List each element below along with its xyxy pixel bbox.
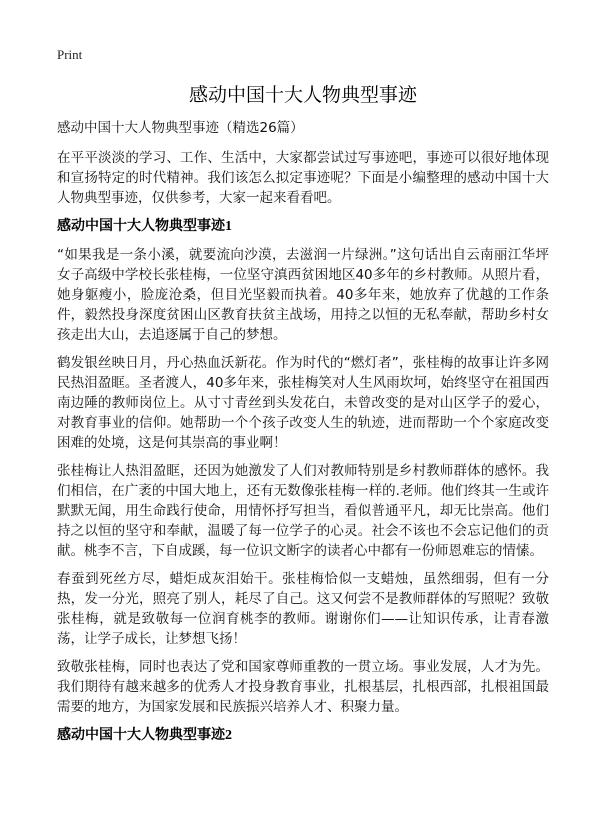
body-paragraph: 张桂梅让人热泪盈眶，还因为她激发了人们对教师特别是乡村教师群体的感怀。我们相信，在广袤的中国大地上，还有无数像张桂梅一样的.老师。他们终其一生或许默默无闻，用生命践行使命，用情怀抒写担当，看似普通平凡，却无比崇高。他们持之以恒的坚守和奉献，温暖了每一位学子的心灵。社会不该也不会忘记他们的贡献。桃李不言，下自成蹊，每一位识文断字的读者心中都有一份师恩难忘的情愫。 xyxy=(57,463,549,559)
section-number: 1 xyxy=(225,219,232,234)
body-paragraph: 致敬张桂梅，同时也表达了党和国家尊师重教的一贯立场。事业发展，人才为先。我们期待有越来越多的优秀人才投身教育事业，扎根基层，扎根西部，扎根祖国最需要的地方，为国家发展和民族振兴培养人才、积聚力量。 xyxy=(57,659,549,715)
document-page xyxy=(57,46,549,754)
section-heading-1 xyxy=(57,216,549,237)
document-subtitle: 感动中国十大人物典型事迹（精选26篇） xyxy=(57,120,304,136)
section-heading-2 xyxy=(57,725,549,746)
body-paragraph: “如果我是一条小溪，就要流向沙漠，去滋润一片绿洲。”这句话出自云南丽江华坪女子高级中学校长张桂梅，一位坚守滇西贫困地区40多年的乡村教师。从照片看，她身躯瘦小，脸庞沧桑，但目光坚毅而执着。40多年来，她放弃了优越的工作条件，毅然投身深度贫困山区教育扶贫主战场，用持之以恒的无私奉献，帮助乡村女孩走出大山，去追逐属于自己的梦想。 xyxy=(57,247,549,343)
section-heading-text: 感动中国十大人物典型事迹 xyxy=(57,727,225,743)
section-heading-text: 感动中国十大人物典型事迹 xyxy=(57,218,225,234)
intro-paragraph: 在平平淡淡的学习、工作、生活中，大家都尝试过写事迹吧，事迹可以很好地体现和宣扬特定的时代精神。我们该怎么拟定事迹呢？下面是小编整理的感动中国十大人物典型事迹，仅供参考，大家一起来看看吧。 xyxy=(57,150,549,206)
body-paragraph: 春蚕到死丝方尽，蜡炬成灰泪始干。张桂梅恰似一支蜡烛，虽然细弱，但有一分热，发一分光，照亮了别人，耗尽了自己。这又何尝不是教师群体的写照呢？致敬张桂梅，就是致敬每一位润育桃李的教师。谢谢你们——让知识传承，让青春激荡，让学子成长，让梦想飞扬！ xyxy=(57,571,549,647)
section-number: 2 xyxy=(225,728,232,743)
print-label[interactable]: Print xyxy=(57,47,83,62)
body-paragraph: 鹤发银丝映日月，丹心热血沃新花。作为时代的“燃灯者”，张桂梅的故事让许多网民热泪盈眶。圣者渡人，40多年来，张桂梅笑对人生风雨坎坷，始终坚守在祖国西南边陲的教师岗位上。从寸寸青丝到头发花白，未曾改变的是对山区学子的爱心，对教育事业的信仰。她帮助一个个孩子改变人生的轨迹，进而帮助一个个家庭改变困难的处境，这是何其崇高的事业啊！ xyxy=(57,355,549,451)
page-title: 感动中国十大人物典型事迹 xyxy=(188,84,417,106)
